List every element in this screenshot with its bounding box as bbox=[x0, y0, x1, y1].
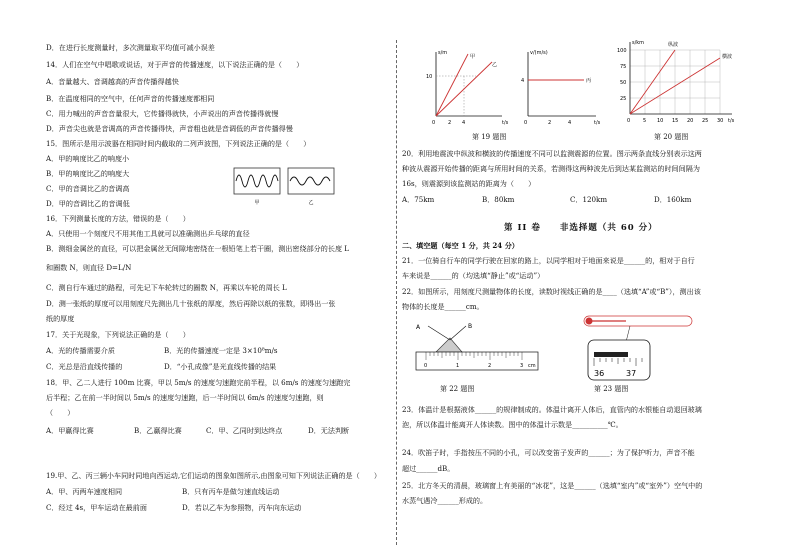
ruler-num-0: 0 bbox=[424, 363, 428, 369]
q15-option-b: B．甲的响度比乙的响度大 bbox=[46, 169, 130, 178]
wave-caption-yi: 乙 bbox=[308, 200, 314, 206]
q17-option-d: D．“小孔成像”是光直线传播的结果 bbox=[164, 362, 277, 371]
g1-ylabel: s/m bbox=[438, 50, 448, 56]
q13-option-d: D．在进行长度测量时，多次测量取平均值可减小误差 bbox=[46, 43, 215, 52]
q18-stem-cont: 后半程；乙在前一半时间以 5m/s 的速度匀速跑，后一半时间以 6m/s 的速度匀速跑，则 bbox=[46, 393, 324, 402]
q14-option-d: D．声音尖也就是音调高的声音传播得快，声音粗也就是音调低的声音传播得慢 bbox=[46, 124, 293, 133]
q20-stem-cont: 种波从震源开始传播的距离与所用时间的关系，若测得这两种波先后到达某监测站的时间间隔为 bbox=[402, 164, 700, 173]
sightline-a bbox=[428, 326, 450, 340]
q17-option-c: C．光总是沿直线传播的 bbox=[46, 362, 123, 371]
q16-option-c: C．测自行车通过的路程，可先记下车轮转过的圈数 N，再乘以车轮的周长 L bbox=[46, 283, 287, 292]
g1-line-yi bbox=[436, 62, 492, 116]
q18-option-c: C．甲、乙同时到达终点 bbox=[206, 426, 283, 435]
q17-stem: 17．关于光现象，下列说法正确的是（ ） bbox=[46, 330, 190, 339]
fig20-caption: 第 20 题图 bbox=[654, 133, 689, 141]
fig20-ytick-75: 75 bbox=[620, 64, 627, 70]
ruler-object bbox=[436, 338, 462, 352]
q15-stem: 15．图所示是用示波器在相同时间内截取的二列声波图，下列说法正确的是（ ） bbox=[46, 139, 311, 148]
fig20-ytick-100: 100 bbox=[617, 48, 627, 54]
q19-option-c: C．经过 4s，甲车运动在最前面 bbox=[46, 503, 147, 512]
ruler-label-a: A bbox=[416, 324, 421, 331]
fig20-ylabel: s/km bbox=[632, 40, 645, 46]
q17-option-a: A．光的传播需要介质 bbox=[46, 346, 115, 355]
q18-option-d: D．无法判断 bbox=[308, 426, 350, 435]
ruler-num-2: 2 bbox=[488, 363, 492, 369]
fig19-graphs bbox=[424, 46, 604, 132]
q23-stem-cont: 泡，所以体温计能离开人体读数。图中的体温计示数是__________℃。 bbox=[402, 420, 623, 429]
q16-option-a: A．只使用一个刻度尺不用其他工具就可以准确测出乒乓球的直径 bbox=[46, 229, 250, 238]
q19-option-d: D．若以乙车为参照物，丙车向东运动 bbox=[182, 503, 302, 512]
wave-yi bbox=[290, 177, 330, 185]
column-divider bbox=[396, 40, 397, 545]
q19-option-a: A．甲、丙两车速度相同 bbox=[46, 487, 123, 496]
g1-line-jia bbox=[436, 54, 468, 116]
g2-xlabel: t/s bbox=[594, 120, 601, 126]
fig20-graph bbox=[616, 38, 752, 132]
fig20-xtick-15: 15 bbox=[672, 118, 679, 124]
q16-stem: 16．下列测量长度的方法，错误的是（ ） bbox=[46, 214, 190, 223]
q14-stem: 14．人们在空气中唱歌或说话，对于声音的传播速度，以下说法正确的是（ ） bbox=[46, 60, 304, 69]
q20-option-d: D．160km bbox=[654, 195, 692, 204]
waveform-figure bbox=[232, 166, 342, 208]
q20-option-b: B．80km bbox=[482, 195, 515, 204]
g2-ytick: 4 bbox=[521, 78, 525, 84]
g2-label-bing: 丙 bbox=[586, 78, 592, 84]
q21-stem-cont: 车来说是______的（均选填“静止”或“运动”） bbox=[402, 271, 545, 280]
q16-option-b-cont: 和圈数 N，则直径 D=L/N bbox=[46, 263, 132, 272]
thermo-bulb bbox=[586, 318, 593, 325]
g1-ytick: 10 bbox=[426, 74, 433, 80]
fig19-graph-vt bbox=[521, 50, 601, 126]
fig19-graph-st bbox=[426, 50, 509, 126]
q23-stem: 23．体温计是根据液体______的规律制成的。体温计离开人体后，直管内的水银能自动退回玻璃 bbox=[402, 405, 702, 414]
fill-in-section-title: 二、填空题（每空 1 分，共 24 分） bbox=[402, 241, 519, 250]
q16-option-d: D．测一张纸的厚度可以用刻度尺先测出几十张纸的厚度，然后再除以纸的张数，即得出一张 bbox=[46, 299, 336, 308]
q22-stem: 22．如图所示，用刻度尺测量物体的长度，读数时视线正确的是____（选填“A”或“B”），测出该 bbox=[402, 287, 701, 296]
q18-stem-paren: （ ） bbox=[46, 408, 75, 417]
g2-xtick-2: 2 bbox=[548, 120, 552, 126]
q21-stem: 21．一位骑自行车的同学行驶在回家的路上，以同学相对于地面来说是______的，相对于自行 bbox=[402, 256, 695, 265]
g1-xtick-4: 4 bbox=[462, 120, 466, 126]
g1-label-jia: 甲 bbox=[470, 54, 476, 60]
fig20-ytick-50: 50 bbox=[620, 80, 627, 86]
q15-option-c: C．甲的音调比乙的音调高 bbox=[46, 184, 130, 193]
ruler-num-3: 3 bbox=[520, 363, 524, 369]
fig20-xlabel: t/s bbox=[728, 118, 735, 124]
fig20-label-longitudinal: 纵波 bbox=[668, 42, 679, 48]
section-ii-title: 第 II 卷 非选择题（共 60 分） bbox=[504, 223, 658, 233]
q25-stem-cont: 水蒸气遇冷______形成的。 bbox=[402, 496, 488, 505]
g1-xlabel: t/s bbox=[502, 120, 509, 126]
q22-stem-cont: 物体的长度是______cm。 bbox=[402, 302, 484, 311]
q20-option-a: A．75km bbox=[402, 195, 435, 204]
ruler-label-b: B bbox=[468, 323, 473, 330]
q20-option-c: C．120km bbox=[570, 195, 608, 204]
wave-caption-jia: 甲 bbox=[254, 200, 260, 206]
g2-ylabel: v/(m/s) bbox=[530, 50, 548, 56]
fig22-caption: 第 22 题图 bbox=[440, 385, 475, 393]
fig19-caption: 第 19 题图 bbox=[472, 133, 507, 141]
q14-option-b: B．在温度相同的空气中，任何声音的传播速度都相同 bbox=[46, 94, 215, 103]
fig20-grid bbox=[630, 50, 720, 114]
fig20-label-transverse: 横波 bbox=[722, 54, 733, 60]
g2-xtick-0: 0 bbox=[524, 120, 528, 126]
thermometer-figure bbox=[580, 312, 730, 384]
q24-stem: 24．吹笛子时，手指按压不同的小孔，可以改变笛子发声的______；为了保护听力，声音不能 bbox=[402, 448, 695, 457]
wave-jia bbox=[236, 175, 278, 187]
q15-option-d: D．甲的音调比乙的音调低 bbox=[46, 199, 130, 208]
fig20-xtick-5: 5 bbox=[643, 118, 647, 124]
ruler-unit: cm bbox=[528, 363, 536, 369]
q25-stem: 25．北方冬天的清晨，玻璃窗上有美丽的“冰花”，这是______（选填“室内”或“室外”）空气中的 bbox=[402, 481, 703, 490]
q18-option-b: B．乙赢得比赛 bbox=[134, 426, 182, 435]
ruler-figure bbox=[406, 316, 546, 378]
thermo-label-37: 37 bbox=[626, 369, 637, 378]
fig23-caption: 第 23 题图 bbox=[594, 385, 629, 393]
thermo-zoom-mercury bbox=[594, 352, 628, 357]
q18-option-a: A．甲赢得比赛 bbox=[46, 426, 94, 435]
g2-xtick-4: 4 bbox=[568, 120, 572, 126]
q17-option-b: B．光的传播速度一定是 3×10⁸m/s bbox=[164, 346, 278, 355]
q18-stem: 18．甲、乙二人进行 100m 比赛，甲以 5m/s 的速度匀速跑完前半程，以 6m/s 的速度匀速跑完 bbox=[46, 378, 351, 387]
fig20-xtick-0: 0 bbox=[627, 118, 631, 124]
fig20-xtick-25: 25 bbox=[702, 118, 709, 124]
g1-xtick-0: 0 bbox=[432, 120, 436, 126]
fig20-xtick-10: 10 bbox=[657, 118, 664, 124]
g1-label-yi: 乙 bbox=[492, 62, 498, 68]
fig20-ytick-25: 25 bbox=[620, 96, 627, 102]
q20-stem: 20．利用地震波中纵波和横波的传播速度不同可以监测震源的位置。图示两条直线分别表示这两 bbox=[402, 149, 702, 158]
q24-stem-cont: 超过______dB。 bbox=[402, 464, 455, 473]
q14-option-c: C．用力喊出的声音音量很大，它传播得就快，小声说出的声音传播得就慢 bbox=[46, 109, 279, 118]
fig20-xtick-30: 30 bbox=[717, 118, 724, 124]
g1-xtick-2: 2 bbox=[448, 120, 452, 126]
q19-stem: 19.甲、乙、丙三辆小车同时同地向西运动,它们运动的图象如图所示,由图象可知下列说法正确的是（ ） bbox=[46, 471, 382, 480]
q15-option-a: A．甲的响度比乙的响度小 bbox=[46, 154, 130, 163]
fig20-xtick-20: 20 bbox=[687, 118, 694, 124]
ruler-num-1: 1 bbox=[456, 363, 460, 369]
q20-stem-cont2: 16s，则震源到该监测站的距离为（ ） bbox=[402, 179, 536, 188]
sightline-b bbox=[450, 326, 466, 340]
q14-option-a: A．音量越大、音调越高的声音传播得越快 bbox=[46, 77, 179, 86]
thermo-label-36: 36 bbox=[594, 369, 605, 378]
q16-option-b: B．测细金属丝的直径，可以把金属丝无间隙地密绕在一根铅笔上若干圈，测出密绕部分的长度 L bbox=[46, 244, 350, 253]
wave-box-yi bbox=[288, 168, 334, 194]
q19-option-b: B．只有丙车是做匀速直线运动 bbox=[182, 487, 280, 496]
wave-box-jia bbox=[234, 168, 280, 194]
q16-option-d-cont: 纸的厚度 bbox=[46, 314, 75, 323]
